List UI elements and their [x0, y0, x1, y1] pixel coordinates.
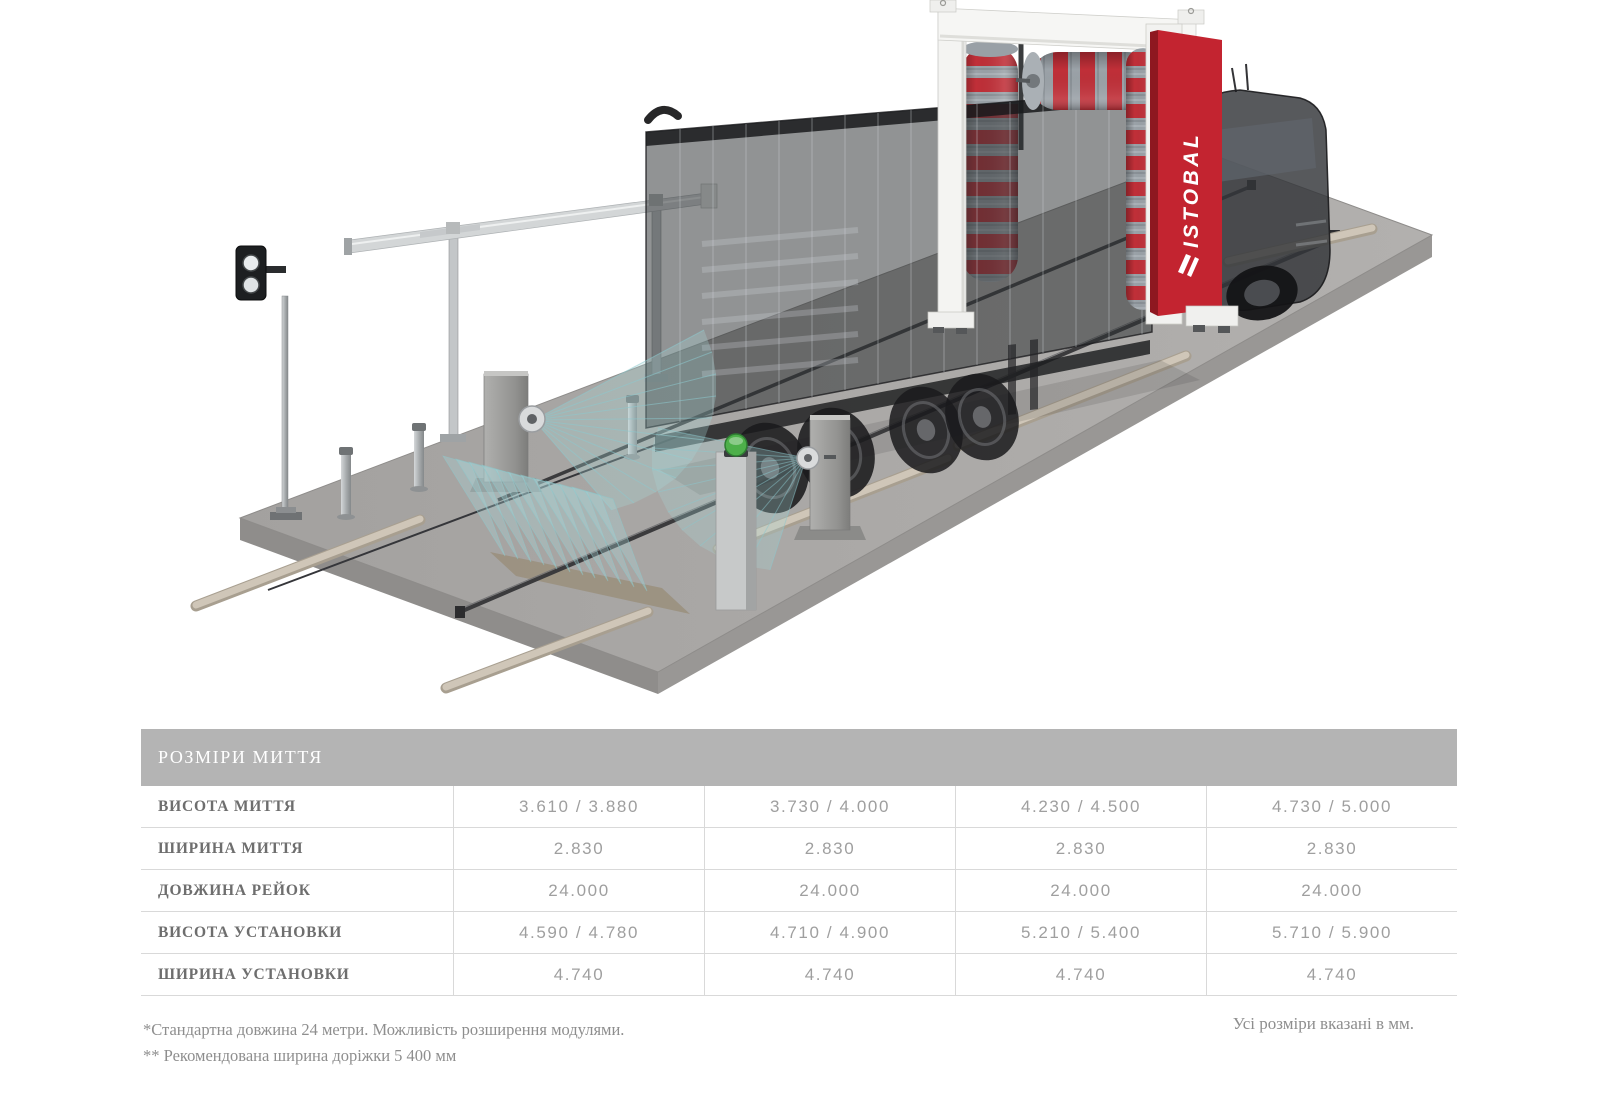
row-label: ДОВЖИНА РЕЙОК — [158, 881, 311, 899]
row-label: ВИСОТА УСТАНОВКИ — [158, 923, 343, 941]
control-column — [716, 434, 756, 610]
row-value: 3.730 / 4.000 — [704, 786, 955, 827]
row-value: 5.710 / 5.900 — [1206, 912, 1457, 953]
table-row — [141, 912, 1457, 954]
row-value: 3.610 / 3.880 — [453, 786, 704, 827]
row-value: 24.000 — [704, 870, 955, 911]
row-value: 2.830 — [453, 828, 704, 869]
row-value: 4.590 / 4.780 — [453, 912, 704, 953]
footnote-standard-length: *Стандартна довжина 24 метри. Можливість розширення модулями. — [143, 1020, 625, 1039]
footnote-lane-width: ** Рекомендована ширина доріжки 5 400 мм — [143, 1046, 457, 1065]
row-label: ШИРИНА МИТТЯ — [158, 839, 304, 857]
row-value: 4.740 — [453, 954, 704, 995]
row-value: 24.000 — [1206, 870, 1457, 911]
row-value: 24.000 — [955, 870, 1206, 911]
spec-table-title: РОЗМІРИ МИТТЯ — [141, 729, 1457, 786]
row-value: 5.210 / 5.400 — [955, 912, 1206, 953]
footnotes — [143, 1018, 698, 1067]
brand-logo-text: ISTOBAL — [1180, 131, 1203, 248]
row-value: 24.000 — [453, 870, 704, 911]
table-row — [141, 870, 1457, 912]
spec-table-body — [141, 786, 1457, 996]
row-value: 4.730 / 5.000 — [1206, 786, 1457, 827]
table-row — [141, 786, 1457, 828]
table-row — [141, 828, 1457, 870]
traffic-light — [236, 246, 302, 520]
units-note: Усі розміри вказані в мм. — [1232, 1014, 1414, 1033]
row-value: 2.830 — [955, 828, 1206, 869]
row-value: 2.830 — [704, 828, 955, 869]
table-row — [141, 954, 1457, 996]
row-value: 4.740 — [1206, 954, 1457, 995]
row-value: 2.830 — [1206, 828, 1457, 869]
row-value: 4.740 — [955, 954, 1206, 995]
row-label: ШИРИНА УСТАНОВКИ — [158, 965, 350, 983]
row-value: 4.230 / 4.500 — [955, 786, 1206, 827]
spec-table — [141, 729, 1457, 996]
row-label: ВИСОТА МИТТЯ — [158, 797, 296, 815]
row-value: 4.710 / 4.900 — [704, 912, 955, 953]
row-value: 4.740 — [704, 954, 955, 995]
